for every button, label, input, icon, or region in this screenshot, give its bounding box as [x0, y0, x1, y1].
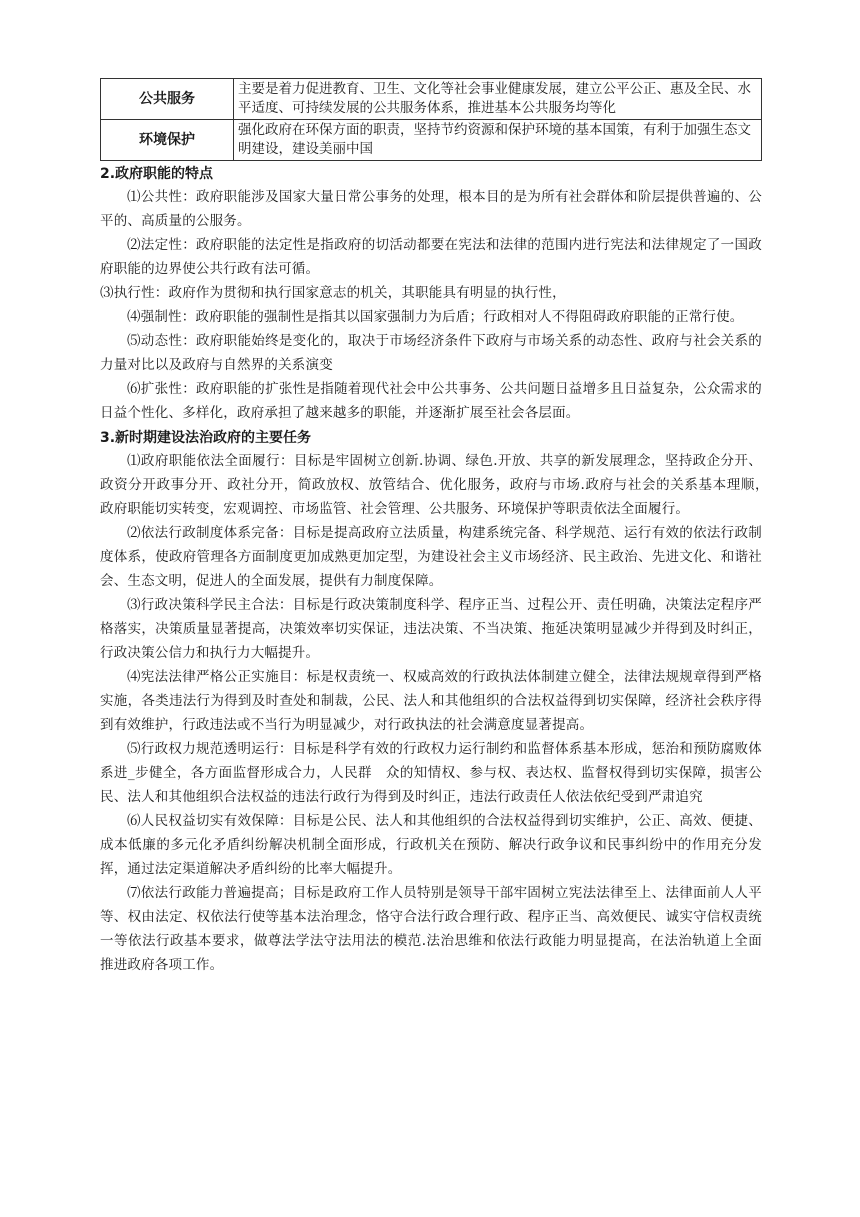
paragraph: ⑹扩张性：政府职能的扩张性是指随着现代社会中公共事务、公共问题日益增多且日益复杂，公众需求的日益个性化、多样化，政府承担了越来越多的职能，并逐渐扩展至社会各层面。 [100, 381, 762, 421]
table-row [101, 120, 762, 161]
paragraph: ⑶执行性：政府作为贯彻和执行国家意志的机关，其职能具有明显的执行性， [100, 285, 566, 301]
table-value-cell: 强化政府在环保方面的职责，坚持节约资源和保护环境的基本国策，有利于加强生态文明建设，建设美丽中国 [234, 120, 762, 161]
section-features [100, 163, 762, 425]
table-value-cell: 主要是着力促进教育、卫生、文化等社会事业健康发展，建立公平公正、惠及全民、水平适度、可持续发展的公共服务体系，推进基本公共服务均等化 [234, 79, 762, 120]
paragraph: ⑷宪法法律严格公正实施目：标是权责统一、权威高效的行政执法体制建立健全，法律法规规章得到严格实施，各类违法行为得到及时查处和制裁，公民、法人和其他组织的合法权益得到切实保障，经济社会秩序得到有效维护，行政违法或不当行为明显减少，对行政执法的社会满意度显著提高。 [100, 669, 762, 733]
function-table [100, 78, 762, 161]
paragraph: ⑺依法行政能力普遍提高；目标是政府工作人员特别是领导干部牢固树立宪法法律至上、法律面前人人平等、权由法定、权依法行使等基本法治理念，恪守合法行政合理行政、程序正当、高效便民、诚实守信权责统一等依法行政基本要求，做尊法学法守法用法的模范.法治思维和依法行政能力明显提高，在法治轨道上全面推进政府各项工作。 [100, 885, 762, 973]
section-heading: 2.政府职能的特点 [100, 166, 214, 182]
paragraph: ⑵依法行政制度体系完备：目标是提高政府立法质量，构建系统完备、科学规范、运行有效的依法行政制度体系，使政府管理各方面制度更加成熟更加定型，为建设社会主义市场经济、民主政治、先进文化、和谐社会、生态文明，促进人的全面发展，提供有力制度保障。 [100, 525, 762, 589]
paragraph: ⑸动态性：政府职能始终是变化的，取决于市场经济条件下政府与市场关系的动态性、政府与社会关系的力量对比以及政府与自然界的关系演变 [100, 333, 762, 373]
paragraph: ⑹人民权益切实有效保障：目标是公民、法人和其他组织的合法权益得到切实维护，公正、高效、便捷、成本低廉的多元化矛盾纠纷解决机制全面形成，行政机关在预防、解决行政争议和民事纠纷中的作用充分发挥，通过法定渠道解决矛盾纠纷的比率大幅提升。 [100, 813, 762, 877]
paragraph: ⑶行政决策科学民主合法：目标是行政决策制度科学、程序正当、过程公开、责任明确，决策法定程序严格落实，决策质量显著提高，决策效率切实保证，违法决策、不当决策、拖延决策明显减少并得到及时纠正，行政决策公信力和执行力大幅提升。 [100, 597, 762, 661]
document-page [100, 78, 781, 977]
section-tasks [100, 427, 781, 977]
table-key-cell: 环境保护 [101, 120, 234, 161]
table-key-cell: 公共服务 [101, 79, 234, 120]
table-row [101, 79, 762, 120]
paragraph: ⑸行政权力规范透明运行：目标是科学有效的行政权力运行制约和监督体系基本形成，惩治和预防腐败体系进_步健全，各方面监督形成合力，人民群 众的知情权、参与权、表达权、监督权得到切实保障，损害公民、法人和其他组织合法权益的违法行政行为得到及时纠正，违法行政责任人依法依纪受到严肃追究 [100, 741, 762, 805]
paragraph: ⑴公共性：政府职能涉及国家大量日常公事务的处理，根本目的是为所有社会群体和阶层提供普遍的、公平的、高质量的公服务。 [100, 189, 762, 229]
section-heading: 3.新时期建设法治政府的主要任务 [100, 430, 312, 446]
paragraph: ⑴政府职能依法全面履行：目标是牢固树立创新.协调、绿色.开放、共享的新发展理念，坚持政企分开、政资分开政事分开、政社分开，简政放权、放管结合、优化服务，政府与市场.政府与社会的关系基本理顺， 政府职能切实转变，宏观调控、市场监管、社会管理、公共服务、环境保护等职责依法全面履行。 [100, 453, 781, 517]
paragraph: ⑵法定性：政府职能的法定性是指政府的切活动都要在宪法和法律的范围内进行宪法和法律规定了一国政府职能的边界使公共行政有法可循。 [100, 237, 762, 277]
paragraph: ⑷强制性：政府职能的强制性是指其以国家强制力为后盾；行政相对人不得阻碍政府职能的正常行使。 [127, 309, 744, 325]
